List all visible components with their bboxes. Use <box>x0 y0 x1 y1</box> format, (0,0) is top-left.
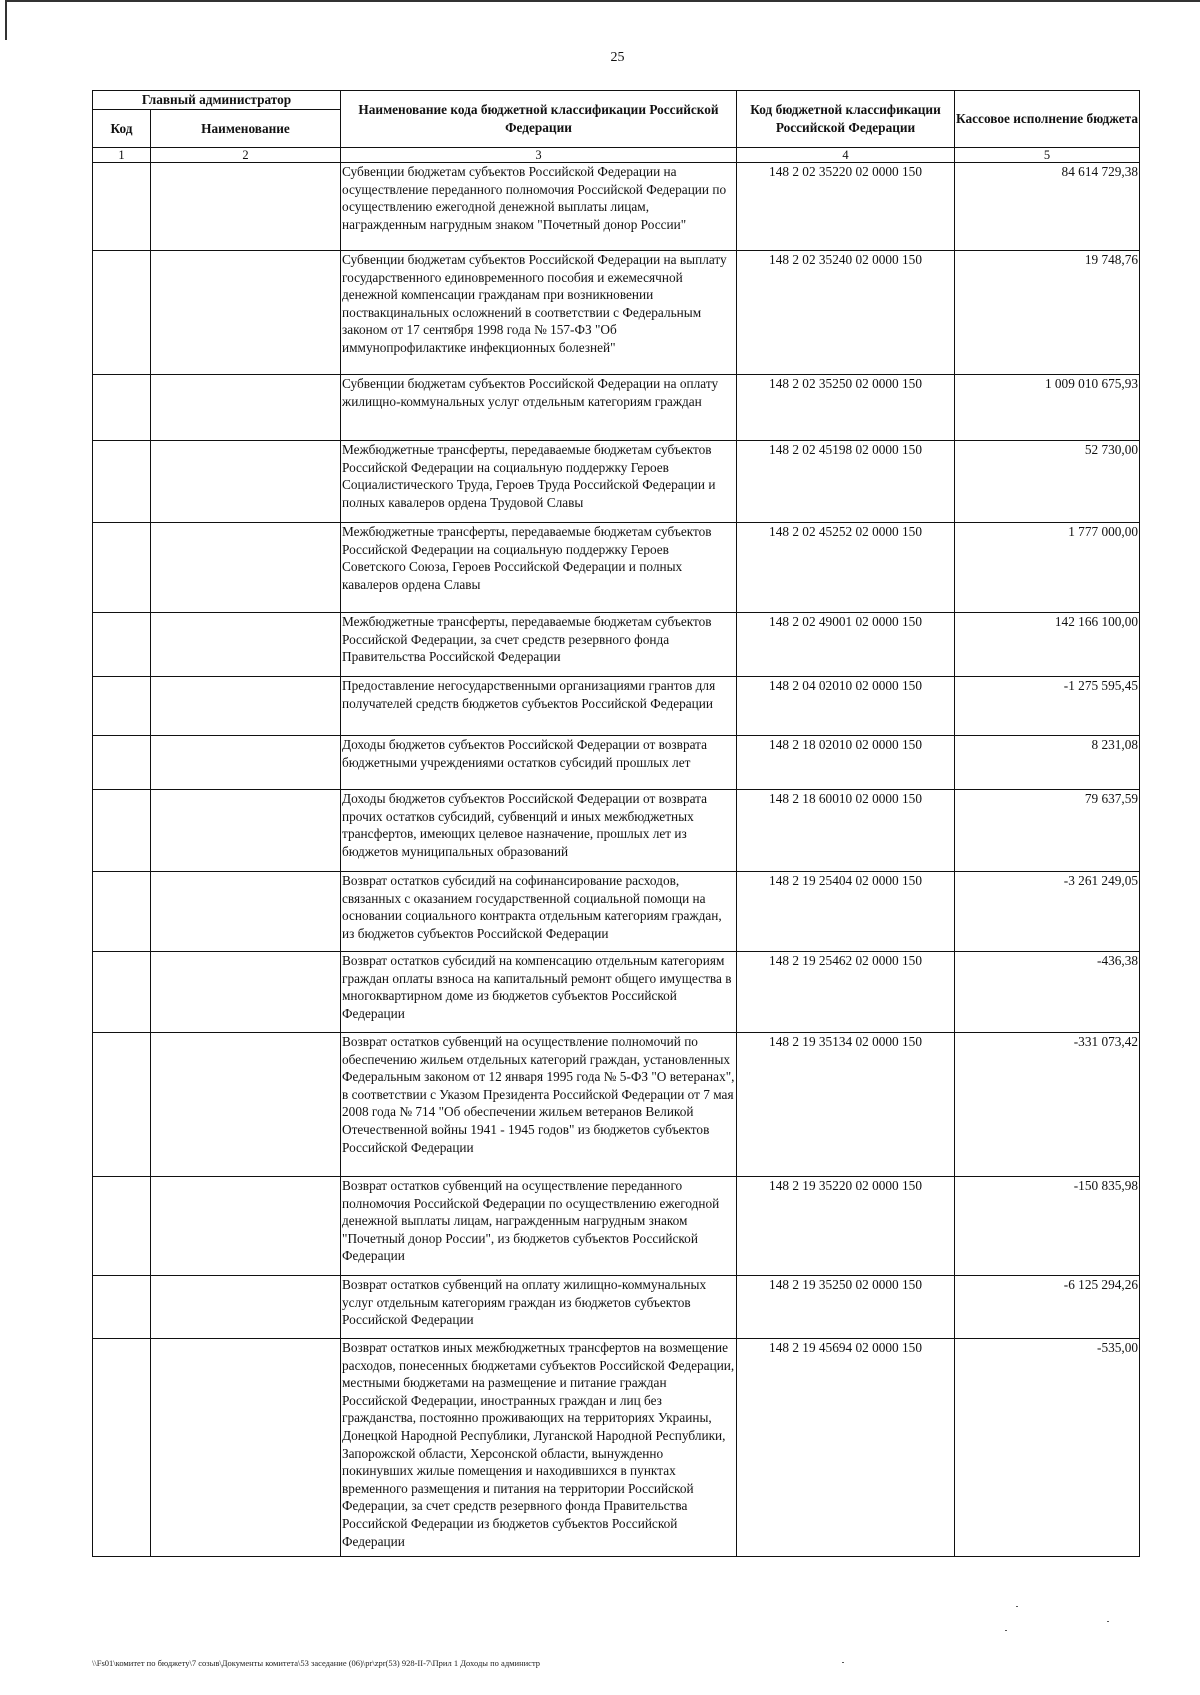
classification-code-cell: 148 2 02 45252 02 0000 150 <box>737 523 955 613</box>
scan-speck <box>1005 1630 1007 1631</box>
admin-code-cell <box>93 790 151 872</box>
scan-speck <box>1016 1606 1018 1607</box>
admin-code-cell <box>93 441 151 523</box>
table-row <box>93 251 1140 375</box>
table-row <box>93 872 1140 952</box>
table-row <box>93 1177 1140 1276</box>
admin-name-cell <box>151 736 341 790</box>
admin-code-cell <box>93 952 151 1033</box>
admin-name-cell <box>151 251 341 375</box>
admin-name-cell <box>151 1276 341 1339</box>
classification-code-cell: 148 2 02 35250 02 0000 150 <box>737 375 955 441</box>
column-number: 3 <box>341 148 737 163</box>
classification-name-cell: Субвенции бюджетам субъектов Российской Федерации на выплату государственного единовременного пособия и ежемесячной денежной компенсации гражданам при возникновении поствакцинальных осложнений в соответствии с Федеральным законом от 17 сентября 1998 года № 157-ФЗ "Об иммунопрофилактике инфекционных болезней" <box>341 251 737 375</box>
classification-code-cell: 148 2 19 35220 02 0000 150 <box>737 1177 955 1276</box>
admin-name-cell <box>151 613 341 677</box>
table-row <box>93 1033 1140 1177</box>
classification-code-cell: 148 2 18 60010 02 0000 150 <box>737 790 955 872</box>
classification-code-cell: 148 2 02 35220 02 0000 150 <box>737 163 955 251</box>
execution-amount-cell: 84 614 729,38 <box>955 163 1140 251</box>
table-row <box>93 952 1140 1033</box>
admin-code-cell <box>93 872 151 952</box>
admin-name-cell <box>151 163 341 251</box>
classification-name-cell: Предоставление негосударственными организациями грантов для получателей средств бюджетов субъектов Российской Федерации <box>341 677 737 736</box>
admin-name-cell <box>151 1033 341 1177</box>
table-row <box>93 1276 1140 1339</box>
classification-name-cell: Возврат остатков иных межбюджетных трансфертов на возмещение расходов, понесенных бюджетами субъектов Российской Федерации, местными бюджетами на размещение и питание граждан Российской Федерации, иностранных граждан и лиц без гражданства, постоянно проживающих на территориях Украины, Донецкой Народной Республики, Луганской Народной Республики, Запорожской области, Херсонской области, вынужденно покинувших жилые помещения и находившихся в пунктах временного размещения и питания на территории Российской Федерации, за счет средств резервного фонда Правительства Российской Федерации из бюджетов субъектов Российской Федерации <box>341 1339 737 1557</box>
column-number: 1 <box>93 148 151 163</box>
admin-name-cell <box>151 872 341 952</box>
execution-amount-cell: 1 009 010 675,93 <box>955 375 1140 441</box>
classification-name-cell: Межбюджетные трансферты, передаваемые бюджетам субъектов Российской Федерации, за счет средств резервного фонда Правительства Российской Федерации <box>341 613 737 677</box>
classification-name-cell: Межбюджетные трансферты, передаваемые бюджетам субъектов Российской Федерации на социальную поддержку Героев Социалистического Труда, Героев Труда Российской Федерации и полных кавалеров ордена Трудовой Славы <box>341 441 737 523</box>
admin-code-cell <box>93 677 151 736</box>
table-row <box>93 523 1140 613</box>
execution-amount-cell: -6 125 294,26 <box>955 1276 1140 1339</box>
admin-code-cell <box>93 163 151 251</box>
execution-amount-cell: -331 073,42 <box>955 1033 1140 1177</box>
header-budget-execution: Кассовое исполнение бюджета <box>955 91 1140 148</box>
admin-code-cell <box>93 1276 151 1339</box>
classification-name-cell: Возврат остатков субсидий на софинансирование расходов, связанных с оказанием государственной социальной помощи на основании социального контракта отдельным категориям граждан, из бюджетов субъектов Российской Федерации <box>341 872 737 952</box>
column-number: 2 <box>151 148 341 163</box>
execution-amount-cell: 142 166 100,00 <box>955 613 1140 677</box>
classification-name-cell: Доходы бюджетов субъектов Российской Федерации от возврата прочих остатков субсидий, субвенций и иных межбюджетных трансфертов, имеющих целевое назначение, прошлых лет из бюджетов муниципальных образований <box>341 790 737 872</box>
classification-name-cell: Субвенции бюджетам субъектов Российской Федерации на осуществление переданного полномочия Российской Федерации по осуществлению ежегодной денежной выплаты лицам, награжденным нагрудным знаком "Почетный донор России" <box>341 163 737 251</box>
execution-amount-cell: -150 835,98 <box>955 1177 1140 1276</box>
file-path-footer: \\Fs01\комитет по бюджету\7 созыв\Документы комитета\53 заседание (06)\pr\zpr(53) 928-II-7\Прил 1 Доходы по администр <box>92 1658 541 1668</box>
admin-code-cell <box>93 1177 151 1276</box>
table-row <box>93 441 1140 523</box>
admin-code-cell <box>93 736 151 790</box>
table-row <box>93 1339 1140 1557</box>
table-row <box>93 736 1140 790</box>
execution-amount-cell: 19 748,76 <box>955 251 1140 375</box>
classification-name-cell: Субвенции бюджетам субъектов Российской Федерации на оплату жилищно-коммунальных услуг отдельным категориям граждан <box>341 375 737 441</box>
column-number-row <box>93 148 1140 163</box>
execution-amount-cell: -1 275 595,45 <box>955 677 1140 736</box>
admin-name-cell <box>151 677 341 736</box>
table-row <box>93 375 1140 441</box>
classification-code-cell: 148 2 19 25462 02 0000 150 <box>737 952 955 1033</box>
admin-name-cell <box>151 790 341 872</box>
execution-amount-cell: -535,00 <box>955 1339 1140 1557</box>
admin-name-cell <box>151 441 341 523</box>
admin-name-cell <box>151 523 341 613</box>
classification-code-cell: 148 2 19 45694 02 0000 150 <box>737 1339 955 1557</box>
classification-code-cell: 148 2 19 35134 02 0000 150 <box>737 1033 955 1177</box>
table-row <box>93 677 1140 736</box>
admin-code-cell <box>93 613 151 677</box>
classification-name-cell: Межбюджетные трансферты, передаваемые бюджетам субъектов Российской Федерации на социальную поддержку Героев Советского Союза, Героев Российской Федерации и полных кавалеров ордена Славы <box>341 523 737 613</box>
classification-name-cell: Возврат остатков субвенций на оплату жилищно-коммунальных услуг отдельным категориям граждан из бюджетов субъектов Российской Федерации <box>341 1276 737 1339</box>
scan-border <box>5 0 7 40</box>
header-admin-name: Наименование <box>151 110 341 148</box>
table-row <box>93 613 1140 677</box>
table-row <box>93 790 1140 872</box>
execution-amount-cell: -436,38 <box>955 952 1140 1033</box>
admin-name-cell <box>151 1177 341 1276</box>
classification-code-cell: 148 2 02 35240 02 0000 150 <box>737 251 955 375</box>
classification-name-cell: Возврат остатков субсидий на компенсацию отдельным категориям граждан оплаты взноса на капитальный ремонт общего имущества в многоквартирном доме из бюджетов субъектов Российской Федерации <box>341 952 737 1033</box>
scan-border <box>6 0 1200 2</box>
budget-revenue-table <box>92 90 1140 1557</box>
scan-speck <box>842 1662 844 1663</box>
header-classification-code: Код бюджетной классификации Российской Федерации <box>737 91 955 148</box>
column-number: 5 <box>955 148 1140 163</box>
scan-speck <box>1107 1621 1109 1622</box>
page-number: 25 <box>610 50 625 65</box>
admin-code-cell <box>93 251 151 375</box>
admin-name-cell <box>151 1339 341 1557</box>
admin-code-cell <box>93 1339 151 1557</box>
table-row <box>93 163 1140 251</box>
header-classification-name: Наименование кода бюджетной классификации Российской Федерации <box>341 91 737 148</box>
classification-code-cell: 148 2 19 25404 02 0000 150 <box>737 872 955 952</box>
classification-name-cell: Доходы бюджетов субъектов Российской Федерации от возврата бюджетными учреждениями остатков субсидий прошлых лет <box>341 736 737 790</box>
classification-name-cell: Возврат остатков субвенций на осуществление переданного полномочия Российской Федерации по осуществлению ежегодной денежной выплаты лицам, награжденным нагрудным знаком "Почетный донор России", из бюджетов субъектов Российской Федерации <box>341 1177 737 1276</box>
admin-name-cell <box>151 375 341 441</box>
execution-amount-cell: -3 261 249,05 <box>955 872 1140 952</box>
admin-name-cell <box>151 952 341 1033</box>
header-admin-code: Код <box>93 110 151 148</box>
header-main-administrator: Главный администратор <box>93 91 341 110</box>
admin-code-cell <box>93 1033 151 1177</box>
execution-amount-cell: 79 637,59 <box>955 790 1140 872</box>
execution-amount-cell: 1 777 000,00 <box>955 523 1140 613</box>
classification-code-cell: 148 2 02 45198 02 0000 150 <box>737 441 955 523</box>
column-number: 4 <box>737 148 955 163</box>
classification-code-cell: 148 2 19 35250 02 0000 150 <box>737 1276 955 1339</box>
classification-code-cell: 148 2 04 02010 02 0000 150 <box>737 677 955 736</box>
execution-amount-cell: 8 231,08 <box>955 736 1140 790</box>
execution-amount-cell: 52 730,00 <box>955 441 1140 523</box>
classification-name-cell: Возврат остатков субвенций на осуществление полномочий по обеспечению жильем отдельных категорий граждан, установленных Федеральным законом от 12 января 1995 года № 5-ФЗ "О ветеранах", в соответствии с Указом Президента Российской Федерации от 7 мая 2008 года № 714 "Об обеспечении жильем ветеранов Великой Отечественной войны 1941 - 1945 годов" из бюджетов субъектов Российской Федерации <box>341 1033 737 1177</box>
admin-code-cell <box>93 523 151 613</box>
classification-code-cell: 148 2 02 49001 02 0000 150 <box>737 613 955 677</box>
classification-code-cell: 148 2 18 02010 02 0000 150 <box>737 736 955 790</box>
admin-code-cell <box>93 375 151 441</box>
